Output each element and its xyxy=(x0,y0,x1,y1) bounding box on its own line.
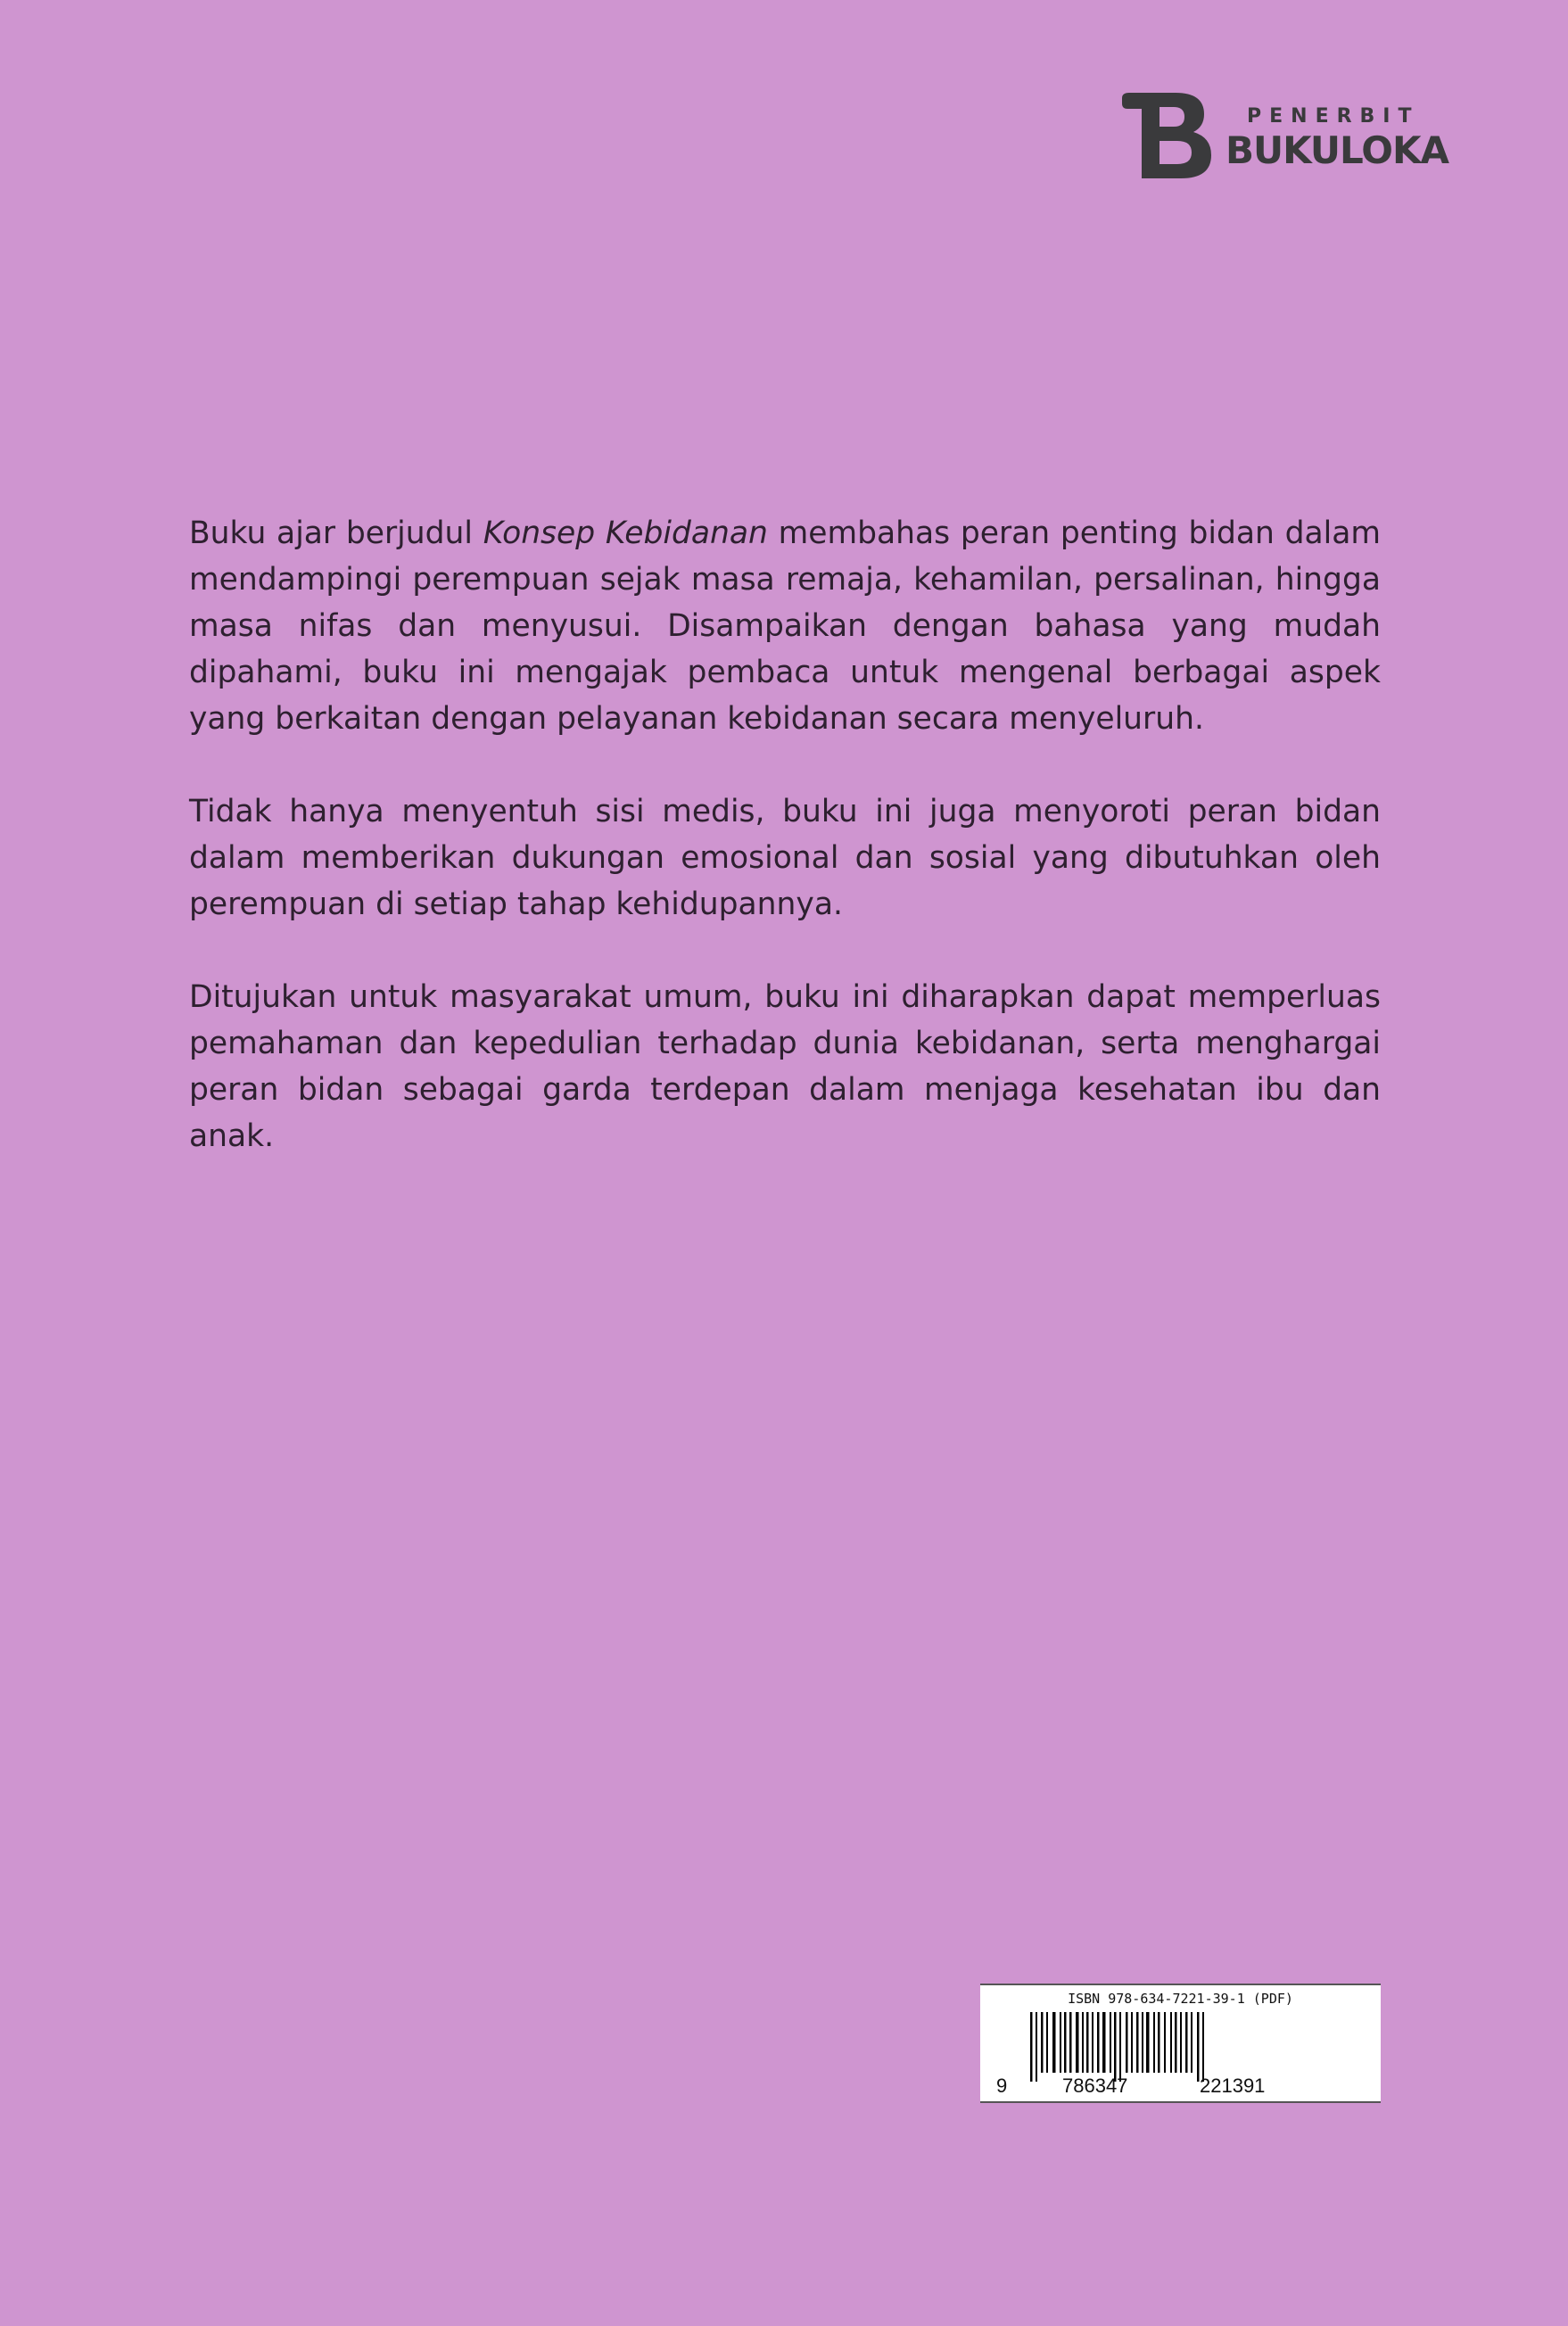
barcode-digits-left: 786347 xyxy=(1062,2074,1128,2097)
blurb-p1-intro: Buku ajar berjudul xyxy=(189,516,483,551)
logo-penerbit-text: PENERBIT xyxy=(1247,105,1420,128)
book-title-italic: Konsep Kebidanan xyxy=(483,516,768,551)
isbn-label: ISBN 978-634-7221-39-1 (PDF) xyxy=(1068,1991,1293,2007)
barcode-digit-first: 9 xyxy=(996,2074,1008,2097)
publisher-logo xyxy=(1122,93,1449,182)
blurb-paragraph-3: Ditujukan untuk masyarakat umum, buku ini diharapkan dapat memperluas pemahaman dan kepedulian terhadap dunia kebidanan, serta menghargai peran bidan sebagai garda terdepan dalam menjaga kesehatan ibu dan anak. xyxy=(189,979,1381,1154)
logo-brand-text: BUKULOKA xyxy=(1226,128,1449,172)
blurb-paragraph-1 xyxy=(189,510,1381,742)
b-letter-icon xyxy=(1122,93,1218,178)
book-blurb xyxy=(189,510,1381,1206)
barcode-digits-right: 221391 xyxy=(1200,2074,1266,2097)
blurb-p1-rest: membahas peran penting bidan dalam mendampingi perempuan sejak masa remaja, kehamilan, persalinan, hingga masa nifas dan menyusui. Disampaikan dengan bahasa yang mudah dipahami, buku ini mengajak pembaca untuk mengenal berbagai aspek yang berkaitan dengan pelayanan kebidanan secara menyeluruh. xyxy=(189,516,1381,737)
barcode-bars xyxy=(1030,2012,1316,2082)
blurb-paragraph-2: Tidak hanya menyentuh sisi medis, buku ini juga menyoroti peran bidan dalam memberikan dukungan emosional dan sosial yang dibutuhkan oleh perempuan di setiap tahap kehidupannya. xyxy=(189,794,1381,922)
isbn-barcode xyxy=(980,1984,1381,2103)
